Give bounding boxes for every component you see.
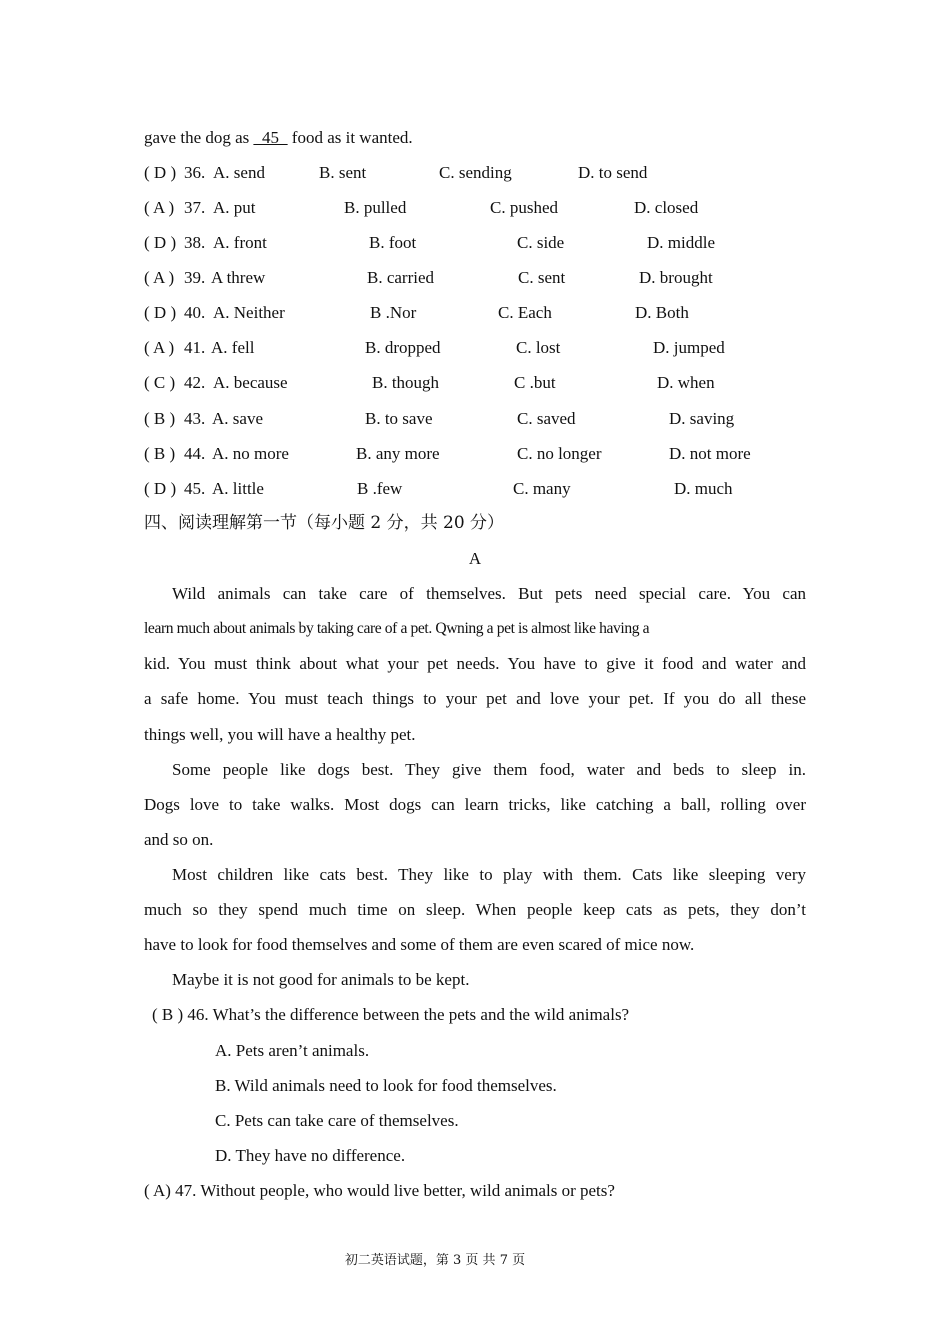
question-39 xyxy=(144,267,824,289)
question-46-stem: ( B ) 46. What’s the difference between the pets and the wild animals? xyxy=(152,1005,630,1024)
option-b: B. any more xyxy=(356,444,440,463)
intro-before: gave the dog as xyxy=(144,128,254,147)
option-b: B .Nor xyxy=(370,303,417,322)
question-43 xyxy=(144,408,824,430)
question-number: 40. xyxy=(184,303,206,322)
cloze-passage-end xyxy=(144,127,413,149)
question-42 xyxy=(144,372,824,394)
question-number: 44. xyxy=(184,444,206,463)
option-a: A. little xyxy=(212,479,264,498)
question-46-option-b: B. Wild animals need to look for food themselves. xyxy=(215,1076,557,1095)
answer: ( D ) xyxy=(144,163,177,182)
page-footer: 初二英语试题，第 3 页 共 7 页 xyxy=(344,1253,526,1268)
passage-line: Most children like cats best. They like to play with them. Cats like sleeping very xyxy=(172,865,806,884)
option-b: B .few xyxy=(357,479,403,498)
passage-line: Some people like dogs best. They give them food, water and beds to sleep in. xyxy=(172,760,806,779)
option-c: C. sending xyxy=(439,163,512,182)
option-c: C. pushed xyxy=(490,198,558,217)
option-d: D. brought xyxy=(639,268,713,287)
option-d: D. much xyxy=(674,479,733,498)
question-number: 42. xyxy=(184,373,206,392)
option-d: D. saving xyxy=(669,409,735,428)
question-36 xyxy=(144,162,824,184)
option-a: A threw xyxy=(211,268,266,287)
question-47-stem: ( A) 47. Without people, who would live better, wild animals or pets? xyxy=(144,1181,615,1200)
question-44 xyxy=(144,443,824,465)
option-c: C. sent xyxy=(518,268,566,287)
option-d: D. not more xyxy=(669,444,751,463)
answer: ( A ) xyxy=(144,268,175,287)
option-c: C. many xyxy=(513,479,571,498)
option-d: D. closed xyxy=(634,198,699,217)
answer: ( D ) xyxy=(144,479,177,498)
option-a: A. no more xyxy=(212,444,289,463)
option-c: C. side xyxy=(517,233,565,252)
option-c: C. Each xyxy=(498,303,552,322)
question-number: 38. xyxy=(184,233,206,252)
question-number: 45. xyxy=(184,479,206,498)
option-a: A. Neither xyxy=(213,303,285,322)
question-37 xyxy=(144,197,824,219)
question-number: 36. xyxy=(184,163,206,182)
question-number: 39. xyxy=(184,268,206,287)
passage-line: Wild animals can take care of themselves. But pets need special care. You can xyxy=(172,584,806,603)
question-41 xyxy=(144,337,824,359)
option-d: D. middle xyxy=(647,233,715,252)
question-number: 43. xyxy=(184,409,206,428)
option-d: D. Both xyxy=(635,303,689,322)
question-46-option-c: C. Pets can take care of themselves. xyxy=(215,1111,459,1130)
option-b: B. foot xyxy=(369,233,417,252)
passage-label: A xyxy=(468,549,482,568)
answer: ( C ) xyxy=(144,373,176,392)
option-b: B. dropped xyxy=(365,338,441,357)
passage-line: have to look for food themselves and some of them are even scared of mice now. xyxy=(144,935,695,954)
passage-line: much so they spend much time on sleep. When people keep cats as pets, they don’t xyxy=(144,900,806,919)
option-a: A. because xyxy=(213,373,288,392)
passage-line: learn much about animals by taking care of a pet. Qwning a pet is almost like having a xyxy=(144,620,650,637)
answer: ( A ) xyxy=(144,338,175,357)
option-b: B. though xyxy=(372,373,440,392)
option-a: A. front xyxy=(213,233,267,252)
option-a: A. fell xyxy=(211,338,255,357)
option-a: A. put xyxy=(213,198,256,217)
option-c: C. no longer xyxy=(517,444,602,463)
option-a: A. save xyxy=(212,409,263,428)
option-c: C .but xyxy=(514,373,556,392)
option-d: D. to send xyxy=(578,163,648,182)
answer: ( B ) xyxy=(144,444,176,463)
question-46-option-a: A. Pets aren’t animals. xyxy=(215,1041,370,1060)
section-title: 四、阅读理解第一节（每小题 2 分，共 20 分） xyxy=(144,513,505,533)
question-number: 37. xyxy=(184,198,206,217)
passage-line: a safe home. You must teach things to your pet and love your pet. If you do all these xyxy=(144,689,806,708)
question-38 xyxy=(144,232,824,254)
question-number: 41. xyxy=(184,338,206,357)
question-45 xyxy=(144,478,824,500)
option-b: B. to save xyxy=(365,409,433,428)
passage-line: things well, you will have a healthy pet. xyxy=(144,725,416,744)
passage-line: kid. You must think about what your pet needs. You have to give it food and water and xyxy=(144,654,806,673)
passage-line: Dogs love to take walks. Most dogs can learn tricks, like catching a ball, rolling over xyxy=(144,795,806,814)
answer: ( D ) xyxy=(144,303,177,322)
question-46-option-d: D. They have no difference. xyxy=(215,1146,406,1165)
question-40 xyxy=(144,302,824,324)
answer: ( D ) xyxy=(144,233,177,252)
option-b: B. carried xyxy=(367,268,435,287)
option-c: C. saved xyxy=(517,409,576,428)
blank-45: _45_ xyxy=(253,128,288,147)
intro-after: food as it wanted. xyxy=(287,128,413,147)
answer: ( A ) xyxy=(144,198,175,217)
passage-line: and so on. xyxy=(144,830,214,849)
option-b: B. sent xyxy=(319,163,367,182)
passage-line: Maybe it is not good for animals to be kept. xyxy=(172,970,470,989)
option-c: C. lost xyxy=(516,338,561,357)
option-b: B. pulled xyxy=(344,198,407,217)
option-d: D. jumped xyxy=(653,338,725,357)
option-d: D. when xyxy=(657,373,715,392)
option-a: A. send xyxy=(213,163,265,182)
answer: ( B ) xyxy=(144,409,176,428)
